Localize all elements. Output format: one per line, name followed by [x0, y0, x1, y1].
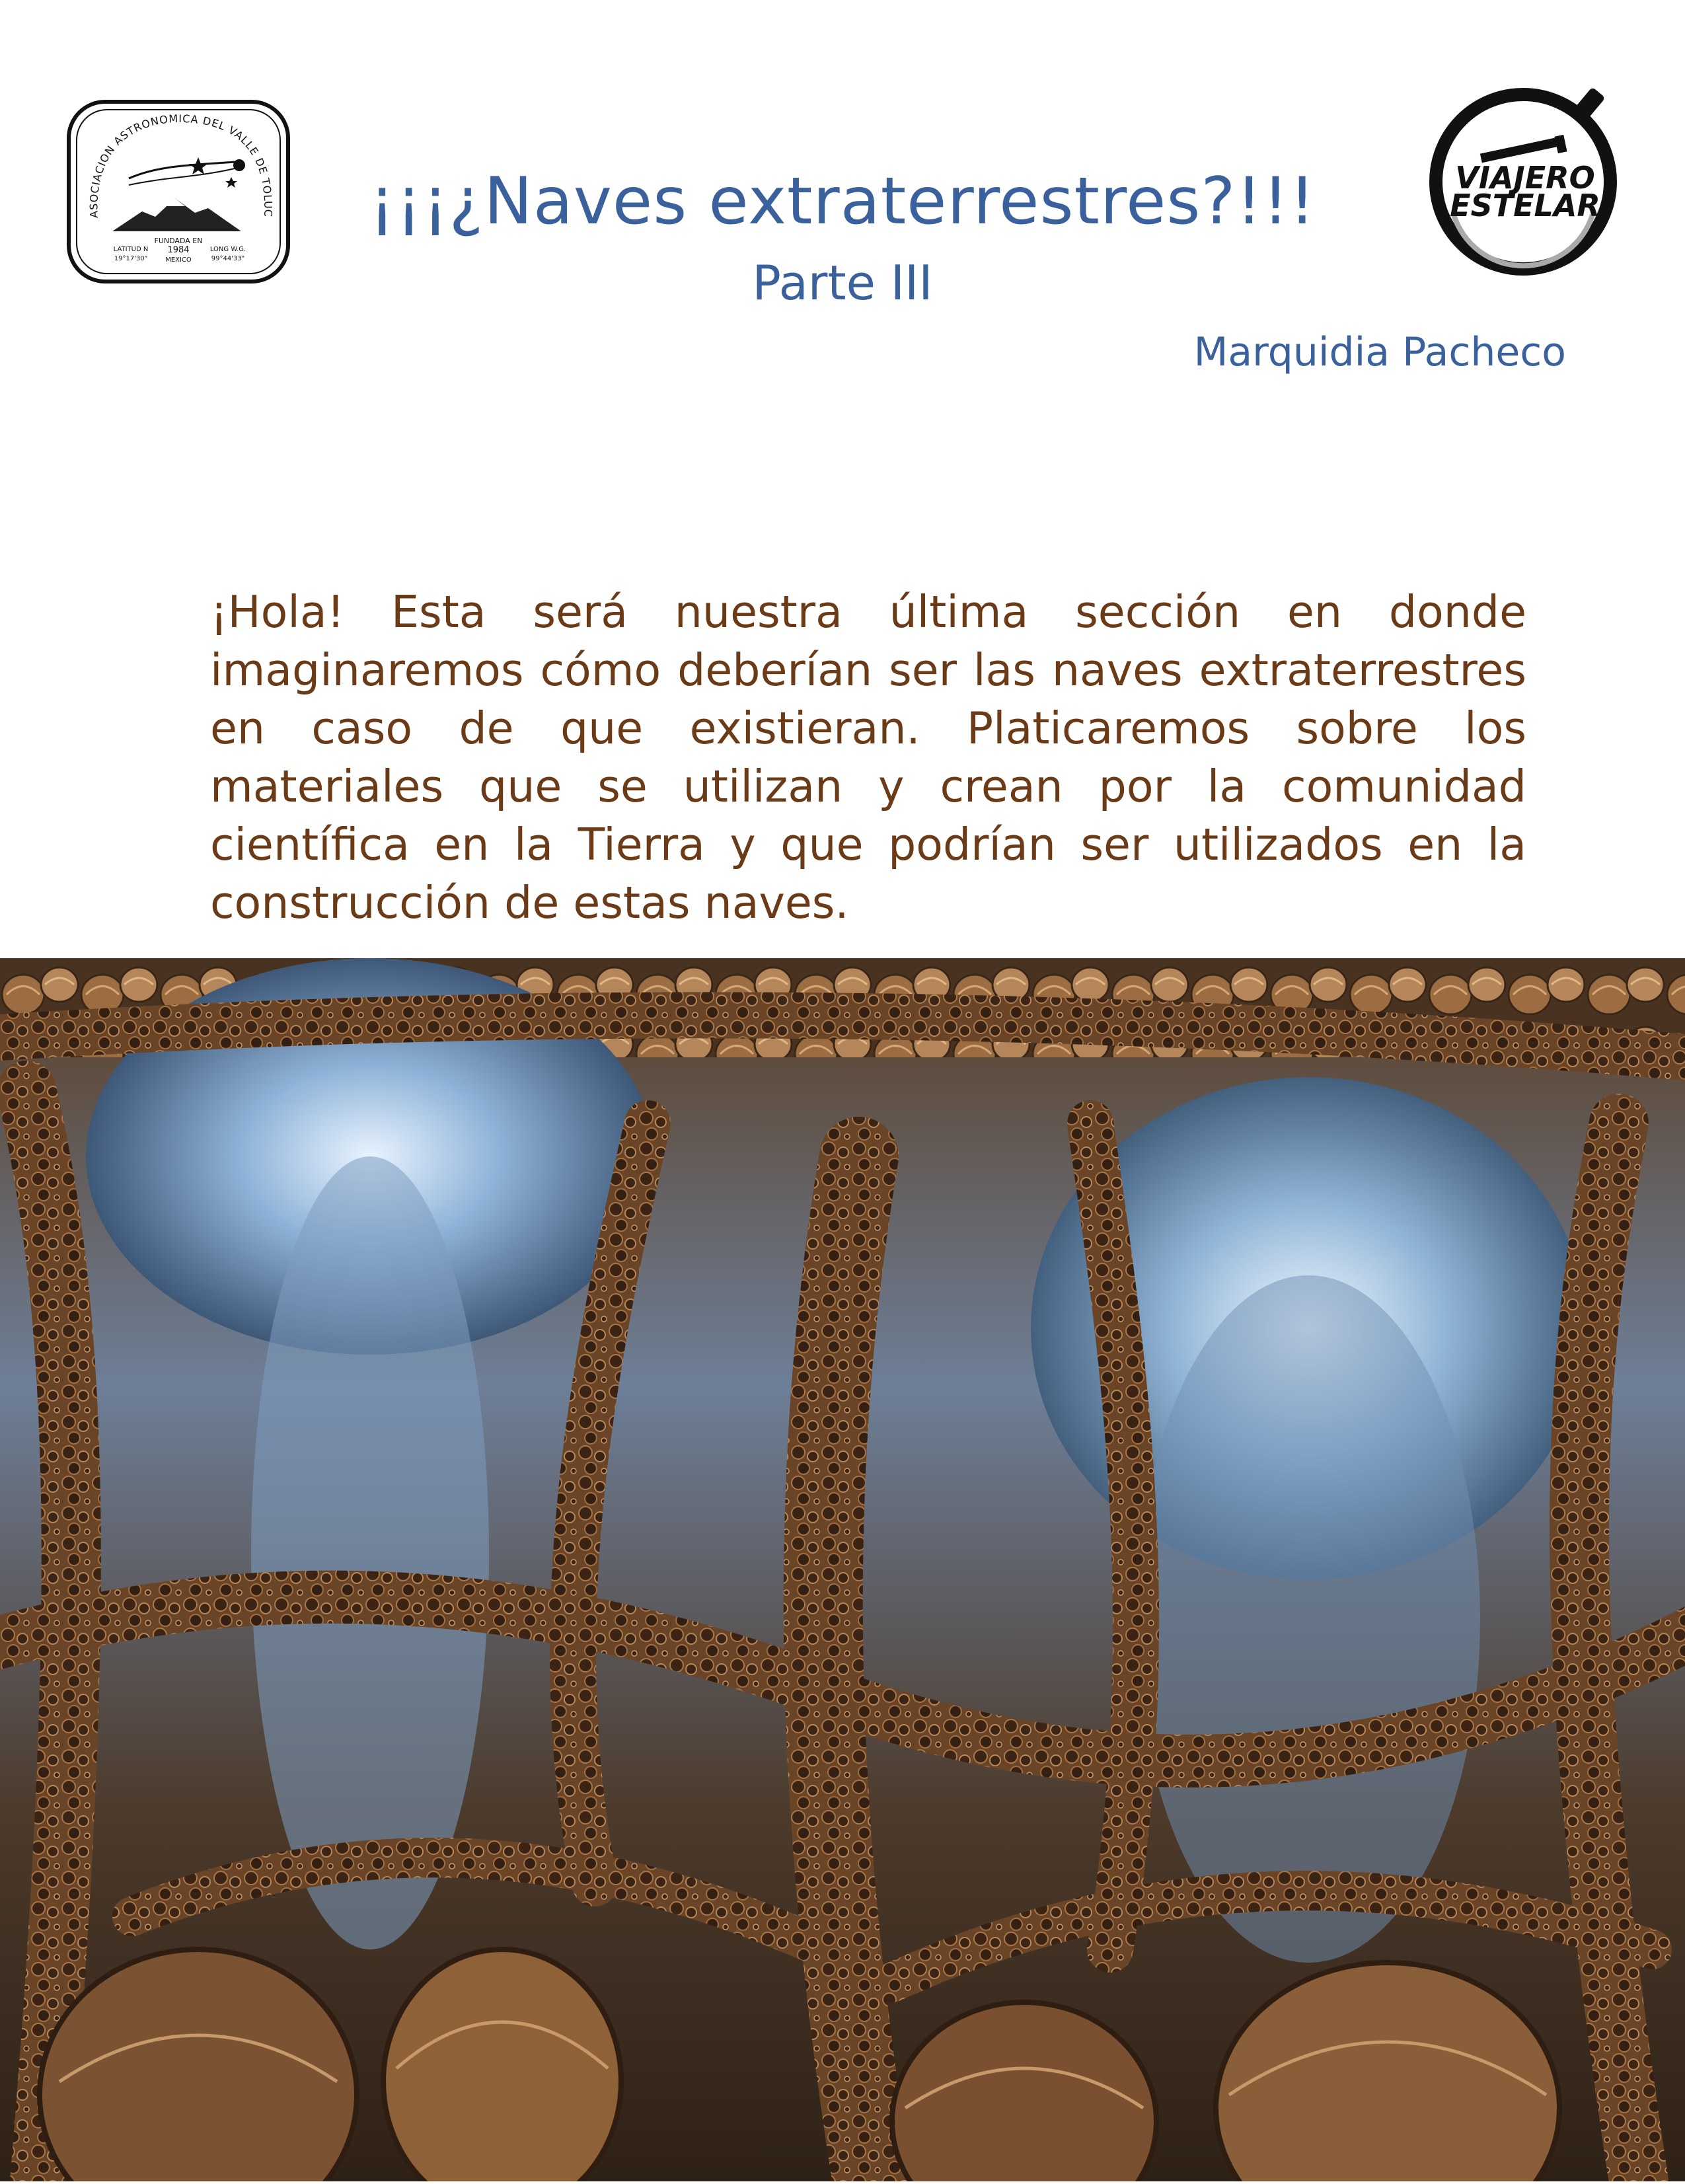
logo-long-label: LONG W.G. — [209, 246, 246, 253]
page-subtitle: Parte III — [752, 255, 933, 311]
author-name: Marquidia Pacheco — [1193, 329, 1566, 375]
fractal-graphic — [0, 958, 1685, 2181]
logo-founded-label: FUNDADA EN — [154, 237, 203, 245]
viajero-logo-line2: ESTELAR — [1450, 188, 1600, 223]
viajero-logo-line1: VIAJERO — [1455, 160, 1595, 196]
page-title: ¡¡¡¿Naves extraterrestres?!!! — [369, 164, 1316, 239]
viajero-estelar-logo — [1427, 83, 1622, 278]
logo-lat-label: LATITUD N — [113, 246, 149, 253]
logo-long-value: 99°44'33" — [211, 255, 245, 262]
logo-lat-value: 19°17'30" — [114, 255, 148, 262]
fractal-illustration — [0, 958, 1685, 2181]
viajero-estelar-graphic — [1427, 83, 1622, 278]
logo-place: MEXICO — [165, 256, 192, 264]
logo-founded-year: 1984 — [167, 245, 190, 255]
intro-paragraph: ¡Hola! Esta será nuestra última sección en donde imaginaremos cómo deberían ser las naves extraterrestres en caso de que existieran. Platicaremos sobre los materiales que se utilizan y crean por la comunidad científica en la Tierra y que podrían ser utilizados en la construcción de estas naves. — [210, 585, 1526, 928]
logo-ring-text: ASOCIACION ASTRONOMICA DEL VALLE DE TOLUC — [87, 112, 275, 219]
